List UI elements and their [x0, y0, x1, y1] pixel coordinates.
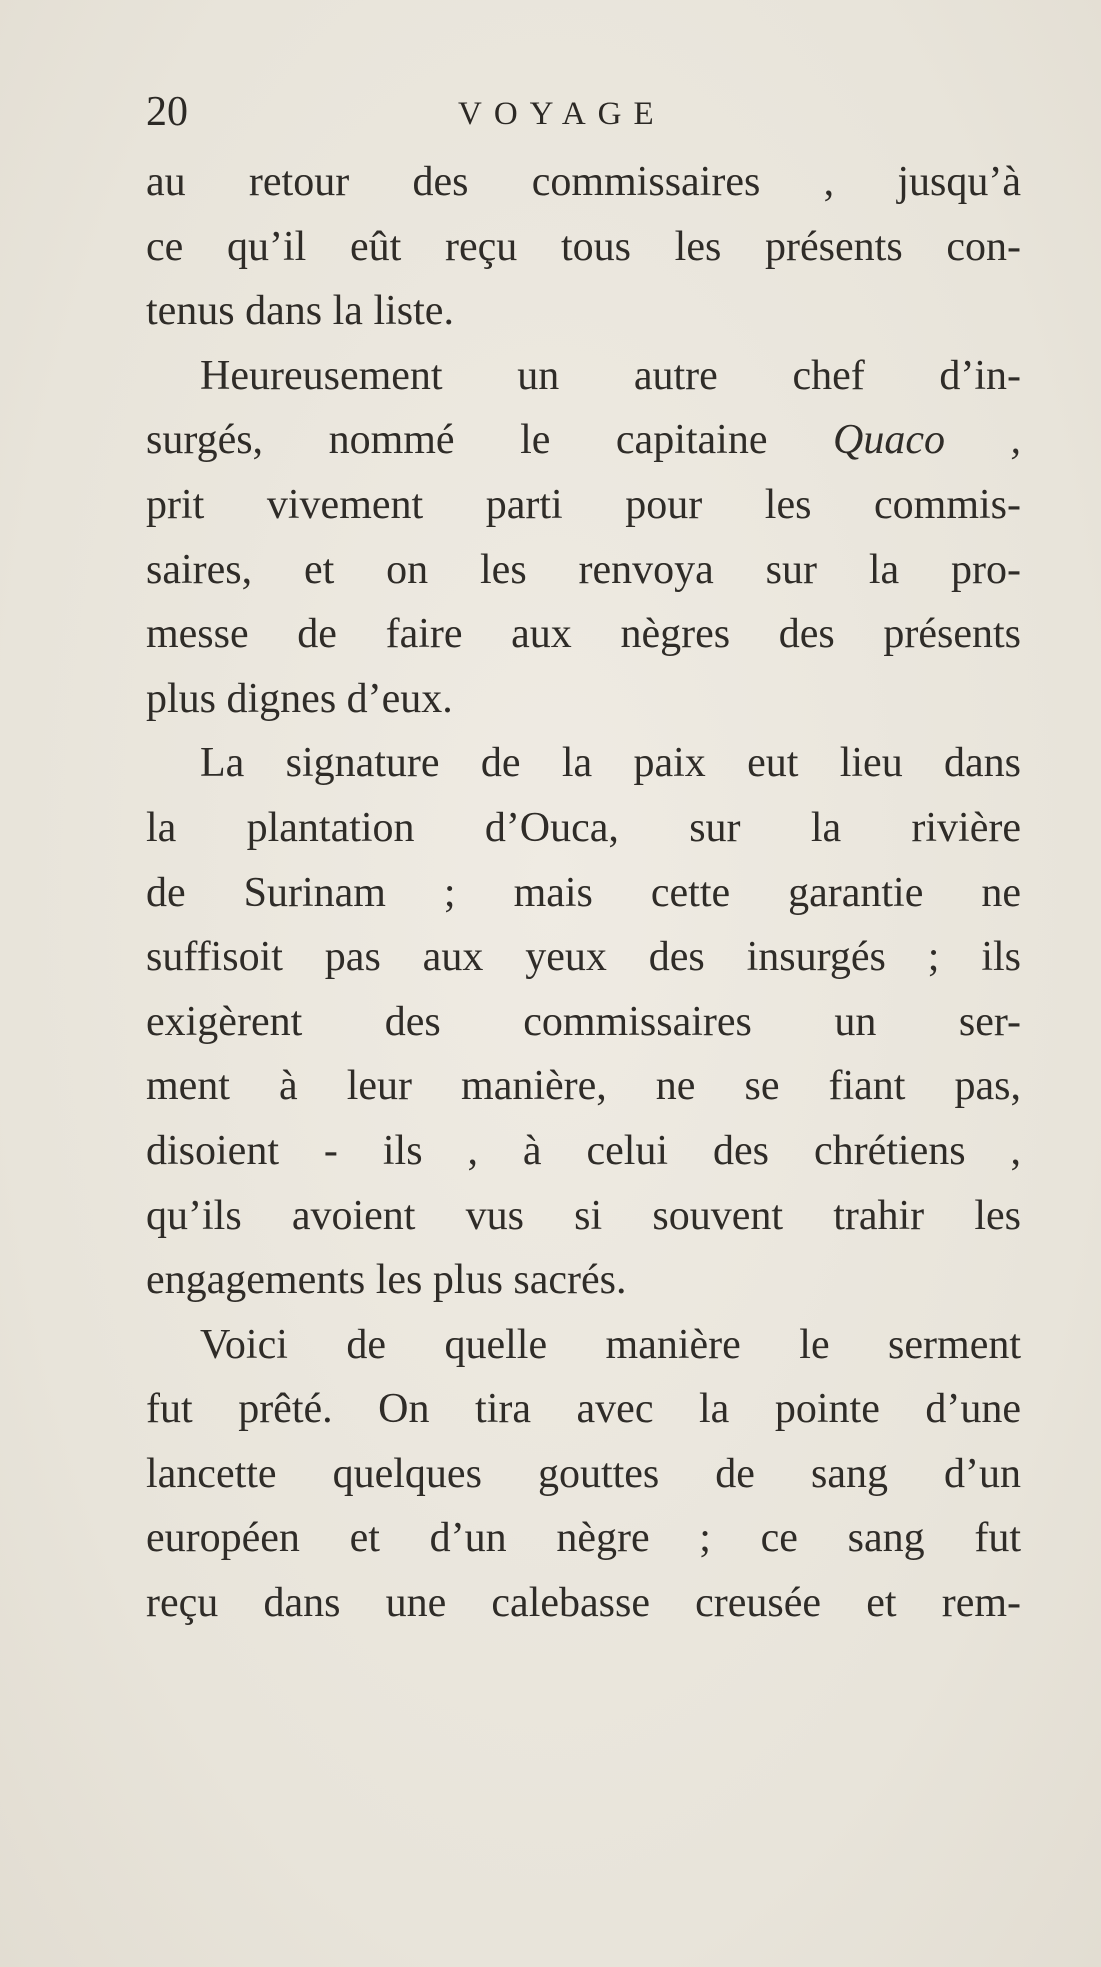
page-number: 20 [146, 89, 188, 135]
text-line: reçu dans une calebasse creusée et rem- [146, 1580, 1021, 1627]
text-line: suffisoit pas aux yeux des insurgés ; ils [146, 934, 1021, 981]
text-line: messe de faire aux nègres des présents [146, 611, 1021, 658]
text-line: européen et d’un nègre ; ce sang fut [146, 1515, 1021, 1562]
text-line: fut prêté. On tira avec la pointe d’une [146, 1386, 1021, 1433]
text-line: disoient - ils , à celui des chrétiens , [146, 1127, 1021, 1174]
running-title: VOYAGE [458, 96, 666, 132]
paragraph-first-line: Heureusement un autre chef d’in- [200, 352, 1021, 399]
text-line: de Surinam ; mais cette garantie ne [146, 869, 1021, 916]
text-line: ment à leur manière, ne se fiant pas, [146, 1063, 1021, 1110]
text-line: ce qu’il eût reçu tous les présents con- [146, 223, 1021, 270]
text-line: exigèrent des commissaires un ser- [146, 998, 1021, 1045]
italic-name: Quaco , [833, 417, 1022, 464]
text-line: lancette quelques gouttes de sang d’un [146, 1450, 1021, 1497]
page-header [146, 88, 1026, 144]
text-line: saires, et on les renvoya sur la pro- [146, 546, 1021, 593]
text-line: la plantation d’Ouca, sur la rivière [146, 804, 1021, 851]
text-line: engagements les plus sacrés. [146, 1257, 627, 1304]
text-line: plus dignes d’eux. [146, 675, 453, 722]
text-line [146, 408, 1021, 473]
text-line: au retour des commissaires , jusqu’à [146, 159, 1021, 205]
text-line: qu’ils avoient vus si souvent trahir les [146, 1192, 1021, 1239]
paragraph-first-line: Voici de quelle manière le serment [200, 1321, 1021, 1368]
text-line: prit vivement parti pour les commis- [146, 481, 1021, 528]
text-line: tenus dans la liste. [146, 288, 454, 335]
line-text: surgés, nommé le capitaine [146, 417, 768, 464]
paragraph-first-line: La signature de la paix eut lieu dans [200, 740, 1021, 787]
body-text [146, 150, 1021, 1636]
